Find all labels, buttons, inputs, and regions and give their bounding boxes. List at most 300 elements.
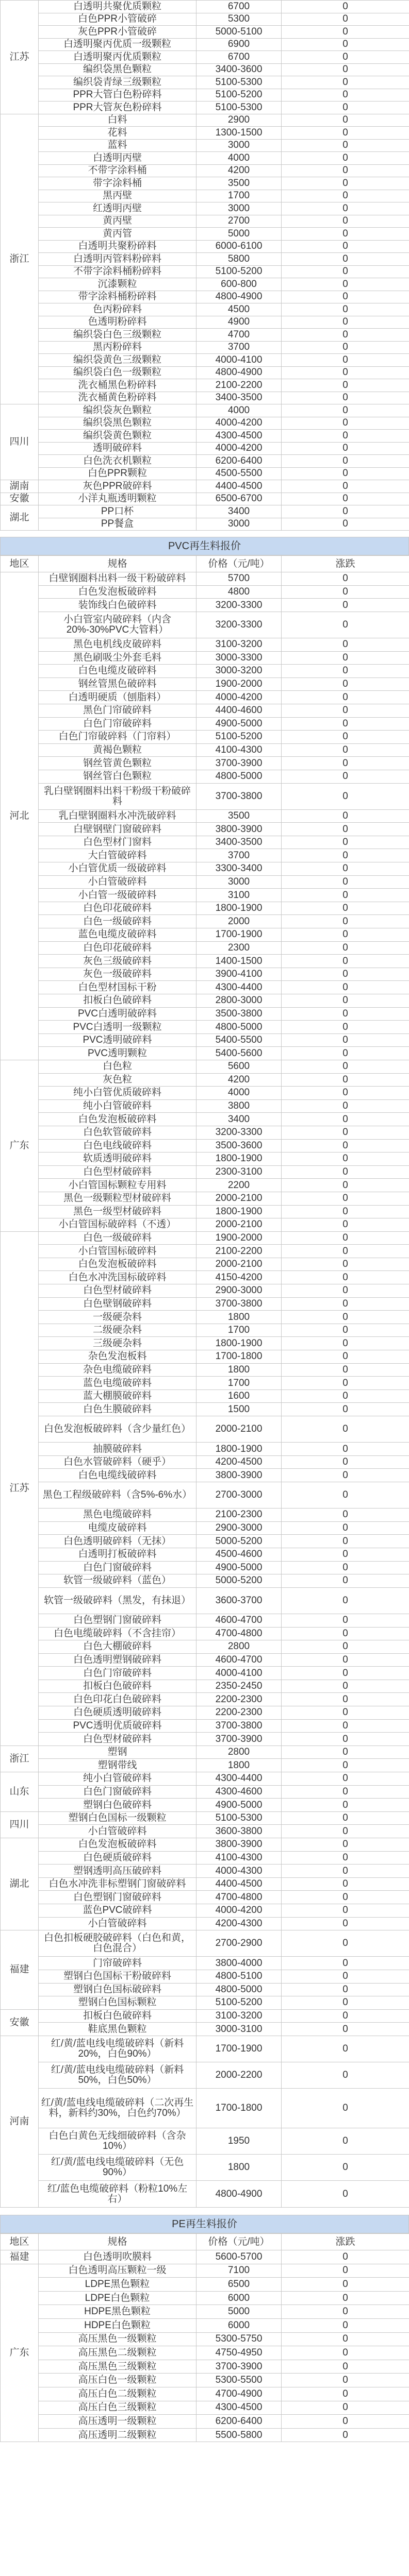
table-row xyxy=(1,677,409,691)
header-price: 价格（元/吨） xyxy=(197,2234,282,2250)
spec-cell: 蓝大棚膜破碎料 xyxy=(39,1389,197,1403)
change-cell: 0 xyxy=(282,1759,409,1772)
change-cell: 0 xyxy=(282,2401,409,2415)
change-cell: 0 xyxy=(282,63,409,76)
change-cell: 0 xyxy=(282,1,409,13)
price-cell: 1700-1900 xyxy=(197,928,282,942)
change-cell: 0 xyxy=(282,89,409,101)
price-cell: 1700-1800 xyxy=(197,2089,282,2128)
table-row xyxy=(1,1877,409,1891)
change-cell: 0 xyxy=(282,265,409,278)
change-cell: 0 xyxy=(282,1113,409,1126)
price-cell: 4400-4500 xyxy=(197,480,282,493)
table-row xyxy=(1,1706,409,1720)
price-cell: 6700 xyxy=(197,51,282,64)
change-cell: 0 xyxy=(282,1667,409,1680)
change-cell: 0 xyxy=(282,430,409,443)
spec-cell: 编织袋黑色颗粒 xyxy=(39,63,197,76)
change-cell: 0 xyxy=(282,836,409,849)
change-cell: 0 xyxy=(282,1192,409,1205)
spec-cell: 白色塑钢门窗破碎料 xyxy=(39,1614,197,1627)
change-cell: 0 xyxy=(282,240,409,253)
spec-cell: 白色门帘破碎料 xyxy=(39,717,197,731)
change-cell: 0 xyxy=(282,1060,409,1073)
spec-cell: 杂色发泡板料 xyxy=(39,1350,197,1364)
spec-cell: 塑钢 xyxy=(39,1745,197,1759)
spec-cell: 高压透明一级颗粒 xyxy=(39,2415,197,2429)
header-spec: 规格 xyxy=(39,556,197,572)
change-cell: 0 xyxy=(282,1877,409,1891)
spec-cell: 白色PPR小管破碎 xyxy=(39,13,197,26)
price-cell: 2100-2200 xyxy=(197,1245,282,1258)
table-row xyxy=(1,38,409,51)
change-cell: 0 xyxy=(282,2346,409,2360)
table-row xyxy=(1,392,409,404)
price-cell: 3400-3500 xyxy=(197,836,282,849)
price-cell: 4300-4600 xyxy=(197,1785,282,1799)
region-cell: 广东 xyxy=(1,2264,39,2442)
price-cell: 4800 xyxy=(197,585,282,599)
change-cell: 0 xyxy=(282,1983,409,1996)
price-cell: 4800-5000 xyxy=(197,1021,282,1034)
price-cell: 4000-4200 xyxy=(197,442,282,455)
spec-cell: 白色透明破碎料（无抹） xyxy=(39,1535,197,1548)
price-cell: 5100-5300 xyxy=(197,76,282,89)
change-cell: 0 xyxy=(282,505,409,518)
table-row xyxy=(1,1772,409,1786)
spec-cell: PP餐盒 xyxy=(39,518,197,531)
price-cell: 5400-5500 xyxy=(197,1033,282,1047)
change-cell: 0 xyxy=(282,612,409,638)
price-cell: 6000-6100 xyxy=(197,240,282,253)
price-cell: 3500-3800 xyxy=(197,1007,282,1021)
table-row xyxy=(1,1719,409,1733)
region-cell: 山东 xyxy=(1,1772,39,1812)
price-cell: 4800-5000 xyxy=(197,1983,282,1996)
spec-cell: 灰色粒 xyxy=(39,1073,197,1087)
price-cell: 5100-5300 xyxy=(197,1811,282,1825)
region-cell: 浙江 xyxy=(1,1745,39,1772)
spec-cell: 白色型材破碎料 xyxy=(39,1733,197,1746)
change-cell: 0 xyxy=(282,572,409,586)
table-row xyxy=(1,1377,409,1390)
price-cell: 1700 xyxy=(197,190,282,202)
table-row xyxy=(1,1548,409,1561)
change-cell: 0 xyxy=(282,1561,409,1574)
change-cell: 0 xyxy=(282,215,409,228)
table-row xyxy=(1,51,409,64)
spec-cell: 灰色PPR破碎料 xyxy=(39,480,197,493)
price-cell: 4300-4400 xyxy=(197,1772,282,1786)
change-cell: 0 xyxy=(282,2415,409,2429)
region-cell: 江苏 xyxy=(1,1231,39,1745)
change-cell: 0 xyxy=(282,518,409,531)
change-cell: 0 xyxy=(282,291,409,303)
table-row xyxy=(1,1535,409,1548)
change-cell: 0 xyxy=(282,329,409,342)
table-row xyxy=(1,1891,409,1904)
change-cell: 0 xyxy=(282,442,409,455)
table-row xyxy=(1,599,409,612)
spec-cell: 扣板白色破碎料 xyxy=(39,2009,197,2023)
change-cell: 0 xyxy=(282,1231,409,1245)
pe-header-row xyxy=(1,2234,409,2250)
price-cell: 1300-1500 xyxy=(197,127,282,140)
change-cell: 0 xyxy=(282,731,409,744)
change-cell: 0 xyxy=(282,1904,409,1917)
spec-cell: 白料 xyxy=(39,114,197,127)
change-cell: 0 xyxy=(282,1917,409,1930)
price-cell: 4600-4700 xyxy=(197,1653,282,1667)
price-cell: 4900-5000 xyxy=(197,1799,282,1812)
spec-cell: 花料 xyxy=(39,127,197,140)
spec-cell: 红透明丙壁 xyxy=(39,202,197,215)
table-row xyxy=(1,127,409,140)
table-row xyxy=(1,1007,409,1021)
price-cell: 4900-5000 xyxy=(197,717,282,731)
table-row xyxy=(1,2009,409,2023)
change-cell: 0 xyxy=(282,2318,409,2332)
price-cell: 3800-3900 xyxy=(197,1469,282,1482)
table-row xyxy=(1,968,409,981)
price-cell: 2000-2200 xyxy=(197,2062,282,2089)
change-cell: 0 xyxy=(282,2278,409,2292)
table-row xyxy=(1,1957,409,1970)
table-row xyxy=(1,2401,409,2415)
spec-cell: 白色电缆线破碎料 xyxy=(39,1469,197,1482)
spec-cell: 塑钢白色国标破碎料 xyxy=(39,1983,197,1996)
table-row xyxy=(1,2278,409,2292)
price-cell: 5000-5200 xyxy=(197,1535,282,1548)
table-row xyxy=(1,2023,409,2036)
change-cell: 0 xyxy=(282,278,409,291)
spec-cell: 纯小白管破碎料 xyxy=(39,1099,197,1113)
price-cell: 5600-5700 xyxy=(197,2250,282,2264)
table-row xyxy=(1,202,409,215)
table-row xyxy=(1,1983,409,1996)
pp-table xyxy=(0,0,409,531)
header-change: 涨跌 xyxy=(282,556,409,572)
region-cell: 浙江 xyxy=(1,114,39,404)
spec-cell: 白色门帘破碎料 xyxy=(39,1667,197,1680)
spec-cell: 白色透明塑钢破碎料 xyxy=(39,1653,197,1667)
change-cell: 0 xyxy=(282,1614,409,1627)
table-row xyxy=(1,265,409,278)
table-row xyxy=(1,1455,409,1469)
price-cell: 3000-3100 xyxy=(197,2023,282,2036)
price-cell: 3000 xyxy=(197,518,282,531)
table-row xyxy=(1,691,409,704)
price-cell: 3200-3300 xyxy=(197,599,282,612)
change-cell: 0 xyxy=(282,1245,409,1258)
change-cell: 0 xyxy=(282,164,409,177)
price-cell: 2700-3000 xyxy=(197,1482,282,1508)
table-row xyxy=(1,1521,409,1535)
change-cell: 0 xyxy=(282,1139,409,1153)
spec-cell: PVC透明优质破碎料 xyxy=(39,1719,197,1733)
change-cell: 0 xyxy=(282,1825,409,1838)
change-cell: 0 xyxy=(282,1258,409,1271)
change-cell: 0 xyxy=(282,1957,409,1970)
change-cell: 0 xyxy=(282,379,409,392)
table-row xyxy=(1,1231,409,1245)
spec-cell: 带字涂料桶 xyxy=(39,177,197,190)
change-cell: 0 xyxy=(282,13,409,26)
table-row xyxy=(1,253,409,266)
table-row xyxy=(1,955,409,968)
change-cell: 0 xyxy=(282,1165,409,1179)
table-row xyxy=(1,981,409,994)
spec-cell: 抽膜破碎料 xyxy=(39,1443,197,1456)
spec-cell: 编织袋黄色三级颗粒 xyxy=(39,354,197,367)
table-row xyxy=(1,1693,409,1706)
change-cell: 0 xyxy=(282,599,409,612)
change-cell: 0 xyxy=(282,1838,409,1852)
price-cell: 4000 xyxy=(197,152,282,165)
change-cell: 0 xyxy=(282,638,409,651)
spec-cell: 灰色PPR小管破碎 xyxy=(39,26,197,39)
spec-cell: 塑钢白色国标一级颗粒 xyxy=(39,1811,197,1825)
price-cell: 3800-3900 xyxy=(197,823,282,836)
change-cell: 0 xyxy=(282,1733,409,1746)
pvc-section-title: PVC再生料报价 xyxy=(0,537,409,555)
price-cell: 4900 xyxy=(197,316,282,329)
region-cell: 广东 xyxy=(1,1060,39,1231)
table-row xyxy=(1,240,409,253)
change-cell: 0 xyxy=(282,823,409,836)
table-row xyxy=(1,1060,409,1073)
price-cell: 2200-2300 xyxy=(197,1693,282,1706)
change-cell: 0 xyxy=(282,253,409,266)
price-cell: 2900-3000 xyxy=(197,1521,282,1535)
price-cell: 4000-4100 xyxy=(197,354,282,367)
price-cell: 4800-5100 xyxy=(197,1970,282,1983)
spec-cell: 白色电缆破碎料（不含挂帘） xyxy=(39,1627,197,1640)
pe-table xyxy=(0,2233,409,2442)
spec-cell: 灰色一级破碎料 xyxy=(39,968,197,981)
table-row xyxy=(1,757,409,770)
spec-cell: 钢丝管白色颗粒 xyxy=(39,770,197,783)
spec-cell: 小洋丸瓶透明颗粒 xyxy=(39,493,197,505)
table-row xyxy=(1,2318,409,2332)
table-row xyxy=(1,1218,409,1232)
change-cell: 0 xyxy=(282,1179,409,1192)
price-cell: 3700-3800 xyxy=(197,783,282,809)
spec-cell: 小白管国标颗粒专用料 xyxy=(39,1179,197,1192)
change-cell: 0 xyxy=(282,1719,409,1733)
change-cell: 0 xyxy=(282,1653,409,1667)
table-row xyxy=(1,717,409,731)
change-cell: 0 xyxy=(282,1377,409,1390)
price-cell: 4500-5500 xyxy=(197,467,282,480)
region-cell: 福建 xyxy=(1,1930,39,2010)
price-cell: 6900 xyxy=(197,38,282,51)
price-cell: 1800-1900 xyxy=(197,1153,282,1166)
spec-cell: 黑色电机线皮破碎料 xyxy=(39,638,197,651)
price-cell: 1800 xyxy=(197,1363,282,1377)
region-cell: 四川 xyxy=(1,1811,39,1838)
table-row xyxy=(1,783,409,809)
table-row xyxy=(1,902,409,915)
spec-cell: 白色硬质透明破碎料 xyxy=(39,1706,197,1720)
change-cell: 0 xyxy=(282,341,409,354)
price-cell: 1800-1900 xyxy=(197,1443,282,1456)
price-cell: 2300 xyxy=(197,941,282,955)
table-row xyxy=(1,612,409,638)
table-row xyxy=(1,164,409,177)
price-cell: 1700-1900 xyxy=(197,2036,282,2062)
table-row xyxy=(1,1403,409,1416)
table-row xyxy=(1,2250,409,2264)
change-cell: 0 xyxy=(282,1324,409,1337)
table-row xyxy=(1,1389,409,1403)
change-cell: 0 xyxy=(282,354,409,367)
spec-cell: 塑钢白色国标干粉破碎料 xyxy=(39,1970,197,1983)
spec-cell: 杂色电缆破碎料 xyxy=(39,1363,197,1377)
spec-cell: 扣板白色破碎料 xyxy=(39,1680,197,1693)
change-cell: 0 xyxy=(282,455,409,468)
spec-cell: 白色一级破碎料 xyxy=(39,1231,197,1245)
spec-cell: 白透明丙壁 xyxy=(39,152,197,165)
table-row xyxy=(1,89,409,101)
spec-cell: 洗衣桶黑色粉碎料 xyxy=(39,379,197,392)
price-cell: 2300-3100 xyxy=(197,1165,282,1179)
spec-cell: PVC白透明破碎料 xyxy=(39,1007,197,1021)
change-cell: 0 xyxy=(282,1469,409,1482)
spec-cell: 塑钢白色破碎料 xyxy=(39,1799,197,1812)
table-row xyxy=(1,1930,409,1957)
change-cell: 0 xyxy=(282,665,409,678)
spec-cell: 黑色工程级破碎料（含5%-6%水） xyxy=(39,1482,197,1508)
table-row xyxy=(1,862,409,876)
spec-cell: 纯小白管优质破碎料 xyxy=(39,1087,197,1100)
change-cell: 0 xyxy=(282,467,409,480)
change-cell: 0 xyxy=(282,2305,409,2319)
table-row xyxy=(1,1284,409,1298)
spec-cell: 白色水冲洗非标塑钢门窗破碎料 xyxy=(39,1877,197,1891)
price-cell: 6000 xyxy=(197,2318,282,2332)
spec-cell: 红/蓝色电缆破碎料（粉粒10%左右） xyxy=(39,2181,197,2207)
spec-cell: 小白管国标破碎料 xyxy=(39,1245,197,1258)
table-row xyxy=(1,493,409,505)
table-row xyxy=(1,1785,409,1799)
price-cell: 3800 xyxy=(197,1099,282,1113)
change-cell: 0 xyxy=(282,1851,409,1865)
spec-cell: 白色门窗破碎料 xyxy=(39,1561,197,1574)
table-row xyxy=(1,518,409,531)
spec-cell: 灰色三级破碎料 xyxy=(39,955,197,968)
table-row xyxy=(1,278,409,291)
spec-cell: 红/黄/蓝电线电缆破碎料（二次再生料，新料约30%，白色约70%） xyxy=(39,2089,197,2128)
table-row xyxy=(1,354,409,367)
price-cell: 4300-4500 xyxy=(197,430,282,443)
table-row xyxy=(1,1904,409,1917)
price-cell: 4700-4800 xyxy=(197,1891,282,1904)
price-cell: 3600-3700 xyxy=(197,1587,282,1614)
table-row xyxy=(1,704,409,717)
price-cell: 7100 xyxy=(197,2264,282,2278)
change-cell: 0 xyxy=(282,743,409,757)
spec-cell: 白色发泡板破碎料 xyxy=(39,585,197,599)
price-cell: 1800 xyxy=(197,1311,282,1324)
price-cell: 4900-5000 xyxy=(197,1561,282,1574)
table-row xyxy=(1,1073,409,1087)
price-cell: 4300-4400 xyxy=(197,981,282,994)
price-cell: 5800 xyxy=(197,253,282,266)
price-cell: 4000 xyxy=(197,404,282,417)
table-row xyxy=(1,889,409,902)
price-cell: 4750-4950 xyxy=(197,2346,282,2360)
table-row xyxy=(1,442,409,455)
change-cell: 0 xyxy=(282,2128,409,2155)
change-cell: 0 xyxy=(282,585,409,599)
table-row xyxy=(1,101,409,114)
price-cell: 2200 xyxy=(197,1179,282,1192)
price-cell: 1950 xyxy=(197,2128,282,2155)
price-cell: 1700 xyxy=(197,1377,282,1390)
change-cell: 0 xyxy=(282,76,409,89)
table-row xyxy=(1,1258,409,1271)
spec-cell: 白色电线破碎料 xyxy=(39,1139,197,1153)
price-cell: 3000-3200 xyxy=(197,665,282,678)
change-cell: 0 xyxy=(282,1311,409,1324)
spec-cell: 一级硬杂料 xyxy=(39,1311,197,1324)
change-cell: 0 xyxy=(282,968,409,981)
region-cell: 湖南 xyxy=(1,480,39,493)
spec-cell: 白透明聚丙优质一级颗粒 xyxy=(39,38,197,51)
spec-cell: 编织袋灰色颗粒 xyxy=(39,404,197,417)
spec-cell: 不带字涂料桶 xyxy=(39,164,197,177)
change-cell: 0 xyxy=(282,1706,409,1720)
spec-cell: 高压白色三级颗粒 xyxy=(39,2401,197,2415)
price-cell: 3100-3200 xyxy=(197,638,282,651)
spec-cell: 带字涂料桶粉碎料 xyxy=(39,291,197,303)
change-cell: 0 xyxy=(282,1271,409,1284)
price-cell: 2700-2900 xyxy=(197,1930,282,1957)
spec-cell: 黄丙壁 xyxy=(39,215,197,228)
spec-cell: 白色印花白色破碎料 xyxy=(39,1693,197,1706)
spec-cell: 白色生膜破碎料 xyxy=(39,1403,197,1416)
change-cell: 0 xyxy=(282,2360,409,2374)
price-cell: 600-800 xyxy=(197,278,282,291)
price-cell: 6500 xyxy=(197,2278,282,2292)
table-row xyxy=(1,809,409,823)
price-cell: 5300-5750 xyxy=(197,2332,282,2346)
spec-cell: 白透明硬质（刨脂料） xyxy=(39,691,197,704)
table-row xyxy=(1,2374,409,2387)
table-row xyxy=(1,1482,409,1508)
table-row xyxy=(1,1126,409,1139)
price-cell: 3100-3200 xyxy=(197,2009,282,2023)
table-row xyxy=(1,1416,409,1443)
change-cell: 0 xyxy=(282,1811,409,1825)
change-cell: 0 xyxy=(282,1153,409,1166)
table-row xyxy=(1,1087,409,1100)
price-cell: 4800-5000 xyxy=(197,770,282,783)
change-cell: 0 xyxy=(282,366,409,379)
price-cell: 3900-4100 xyxy=(197,968,282,981)
price-cell: 4500-4600 xyxy=(197,1548,282,1561)
change-cell: 0 xyxy=(282,1574,409,1588)
spec-cell: 小白管破碎料 xyxy=(39,1917,197,1930)
spec-cell: 色丙粉碎料 xyxy=(39,303,197,316)
price-cell: 4200 xyxy=(197,1073,282,1087)
spec-cell: 二级硬杂料 xyxy=(39,1324,197,1337)
price-cell: 3700-3900 xyxy=(197,2360,282,2374)
table-row xyxy=(1,1443,409,1456)
spec-cell: 大白管破碎料 xyxy=(39,849,197,862)
price-cell: 2800 xyxy=(197,1640,282,1654)
